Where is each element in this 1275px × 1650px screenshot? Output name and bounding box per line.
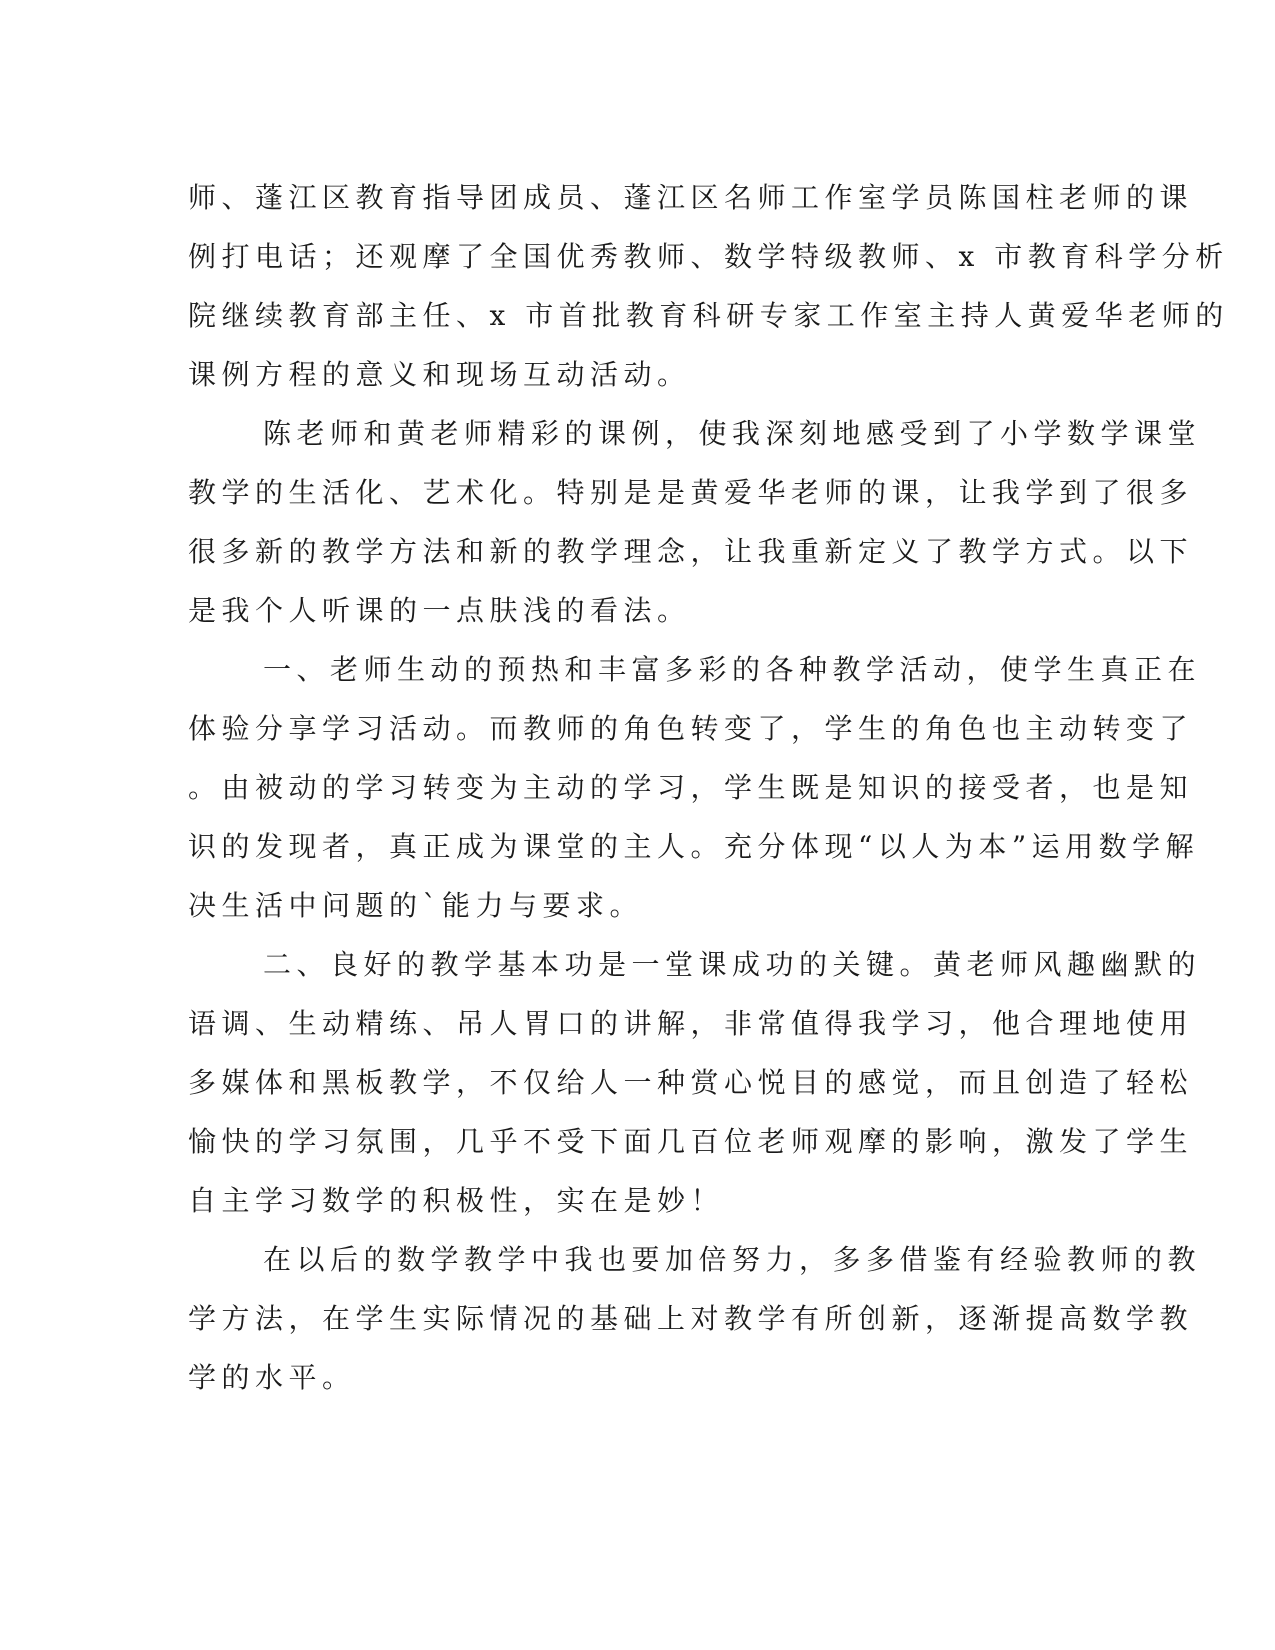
text-line: 师、蓬江区教育指导团成员、蓬江区名师工作室学员陈国柱老师的课: [188, 181, 1194, 214]
text-line: 决生活中问题的`能力与要求。: [188, 889, 644, 922]
text-line: 自主学习数学的积极性，实在是妙！: [188, 1184, 725, 1217]
paragraph: [188, 640, 1202, 935]
text-line: 。由被动的学习转变为主动的学习，学生既是知识的接受者，也是知: [188, 771, 1194, 804]
text-line: 是我个人听课的一点肤浅的看法。: [188, 594, 691, 627]
text-line: 陈老师和黄老师精彩的课例，使我深刻地感受到了小学数学课堂: [263, 417, 1202, 450]
text-line: 语调、生动精练、吊人胃口的讲解，非常值得我学习，他合理地使用: [188, 1007, 1194, 1040]
text-line: 愉快的学习氛围，几乎不受下面几百位老师观摩的影响，激发了学生: [188, 1125, 1194, 1158]
text-line: 学方法，在学生实际情况的基础上对教学有所创新，逐渐提高数学教: [188, 1302, 1194, 1335]
text-line: 教学的生活化、艺术化。特别是是黄爱华老师的课，让我学到了很多: [188, 476, 1194, 509]
paragraph: [188, 935, 1202, 1230]
text-line: 体验分享学习活动。而教师的角色转变了，学生的角色也主动转变了: [188, 712, 1194, 745]
text-line: 多媒体和黑板教学，不仅给人一种赏心悦目的感觉，而且创造了轻松: [188, 1066, 1194, 1099]
text-line: 识的发现者，真正成为课堂的主人。充分体现“以人为本”运用数学解: [188, 830, 1200, 863]
text-line: 例打电话；还观摩了全国优秀教师、数学特级教师、x 市教育科学分析: [188, 240, 1229, 273]
document-body: [188, 168, 1229, 1407]
text-line: 很多新的教学方法和新的教学理念，让我重新定义了教学方式。以下: [188, 535, 1194, 568]
paragraph: [188, 168, 1229, 404]
text-line: 学的水平。: [188, 1361, 356, 1394]
text-line: 在以后的数学教学中我也要加倍努力，多多借鉴有经验教师的教: [263, 1243, 1202, 1276]
text-line: 二、良好的教学基本功是一堂课成功的关键。黄老师风趣幽默的: [263, 948, 1202, 981]
paragraph: [188, 404, 1202, 640]
text-line: 一、老师生动的预热和丰富多彩的各种教学活动，使学生真正在: [263, 653, 1202, 686]
paragraph: [188, 1230, 1202, 1407]
text-line: 课例方程的意义和现场互动活动。: [188, 358, 691, 391]
text-line: 院继续教育部主任、x 市首批教育科研专家工作室主持人黄爱华老师的: [188, 299, 1229, 332]
